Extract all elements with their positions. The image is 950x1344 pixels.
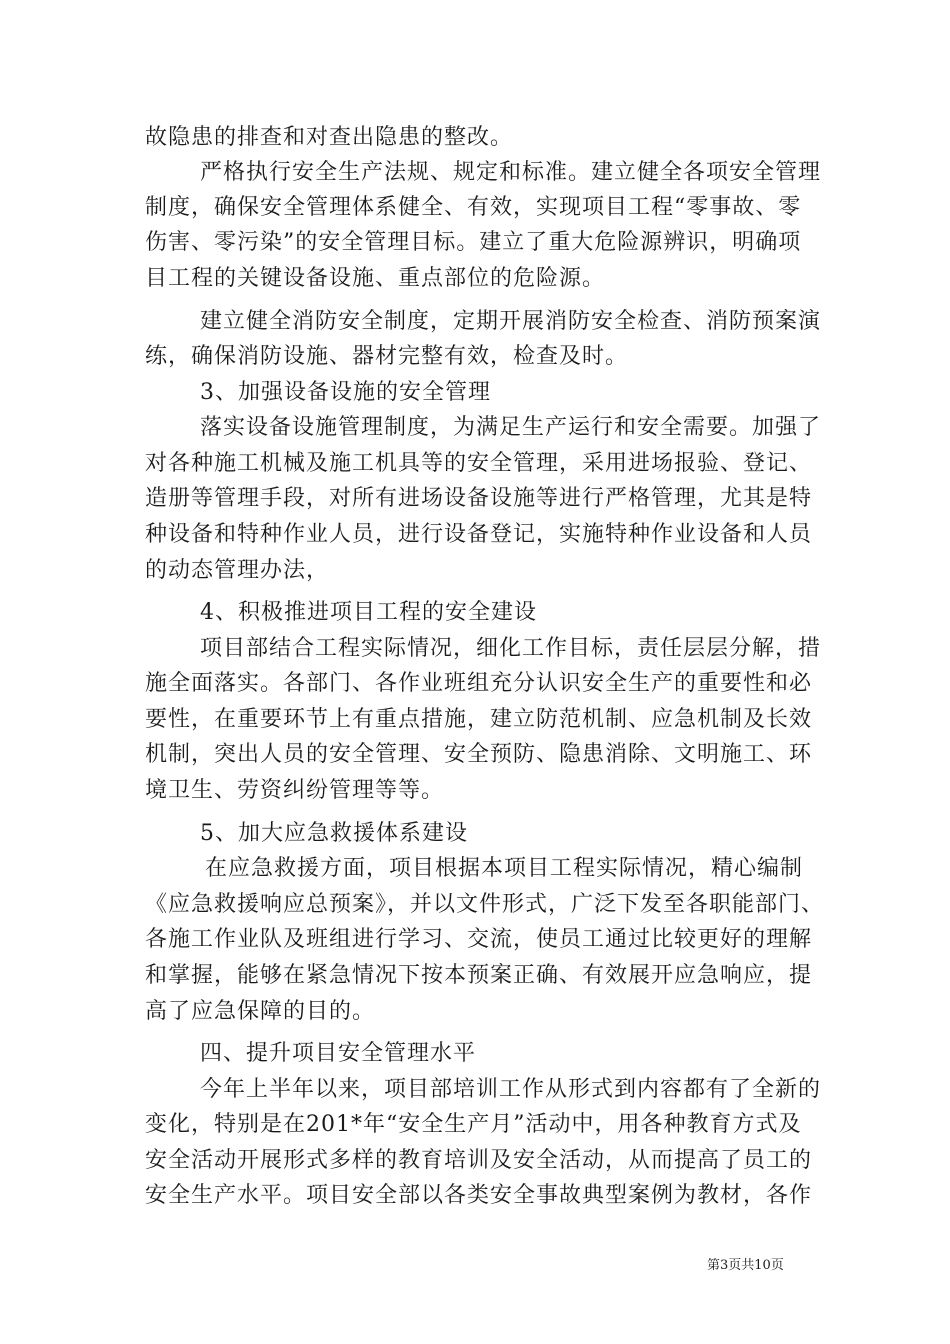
- paragraph-line: 变化，特别是在201*年“安全生产月”活动中，用各种教育方式及: [145, 1112, 802, 1137]
- paragraph-line: 境卫生、劳资纠纷管理等等。: [145, 778, 445, 803]
- section-heading: 5、加大应急救援体系建设: [200, 821, 468, 846]
- paragraph-line: 对各种施工机械及施工机具等的安全管理，采用进场报验、登记、: [145, 451, 813, 476]
- paragraph-line: 的动态管理办法，: [145, 558, 330, 583]
- page-number: 第3页共10页: [707, 1258, 784, 1273]
- paragraph-line: 目工程的关键设备设施、重点部位的危险源。: [145, 266, 606, 291]
- section-heading: 4、积极推进项目工程的安全建设: [200, 600, 537, 625]
- paragraph-line: 建立健全消防安全制度，定期开展消防安全检查、消防预案演: [200, 309, 822, 334]
- paragraph-line: 严格执行安全生产法规、规定和标准。建立健全各项安全管理: [200, 160, 822, 185]
- paragraph-line: 安全生产水平。项目安全部以各类安全事故典型案例为教材，各作: [145, 1183, 813, 1208]
- paragraph-line: 今年上半年以来，项目部培训工作从形式到内容都有了全新的: [200, 1077, 822, 1102]
- paragraph-line: 项目部结合工程实际情况，细化工作目标，责任层层分解，措: [200, 636, 822, 661]
- paragraph-line: 故隐患的排查和对查出隐患的整改。: [145, 125, 514, 150]
- paragraph-line: 种设备和特种作业人员，进行设备登记，实施特种作业设备和人员: [145, 522, 813, 547]
- paragraph-line: 安全活动开展形式多样的教育培训及安全活动，从而提高了员工的: [145, 1148, 813, 1173]
- paragraph-line: 施全面落实。各部门、各作业班组充分认识安全生产的重要性和必: [145, 671, 813, 696]
- paragraph-line: 要性，在重要环节上有重点措施，建立防范机制、应急机制及长效: [145, 707, 813, 732]
- section-heading: 四、提升项目安全管理水平: [200, 1041, 477, 1066]
- paragraph-line: 和掌握，能够在紧急情况下按本预案正确、有效展开应急响应，提: [145, 963, 813, 988]
- paragraph-line: 在应急救援方面，项目根据本项目工程实际情况，精心编制: [205, 856, 804, 881]
- paragraph-line: 《应急救援响应总预案》，并以文件形式，广泛下发至各职能部门、: [145, 892, 825, 917]
- section-heading: 3、加强设备设施的安全管理: [200, 380, 491, 405]
- paragraph-line: 造册等管理手段，对所有进场设备设施等进行严格管理，尤其是特: [145, 486, 813, 511]
- paragraph-line: 机制，突出人员的安全管理、安全预防、隐患消除、文明施工、环: [145, 742, 813, 767]
- paragraph-line: 落实设备设施管理制度，为满足生产运行和安全需要。加强了: [200, 415, 822, 440]
- paragraph-line: 制度，确保安全管理体系健全、有效，实现项目工程“零事故、零: [145, 195, 802, 220]
- paragraph-line: 练，确保消防设施、器材完整有效，检查及时。: [145, 344, 629, 369]
- paragraph-line: 伤害、零污染”的安全管理目标。建立了重大危险源辨识，明确项: [145, 230, 802, 255]
- paragraph-line: 高了应急保障的目的。: [145, 999, 376, 1024]
- paragraph-line: 各施工作业队及班组进行学习、交流，使员工通过比较更好的理解: [145, 927, 813, 952]
